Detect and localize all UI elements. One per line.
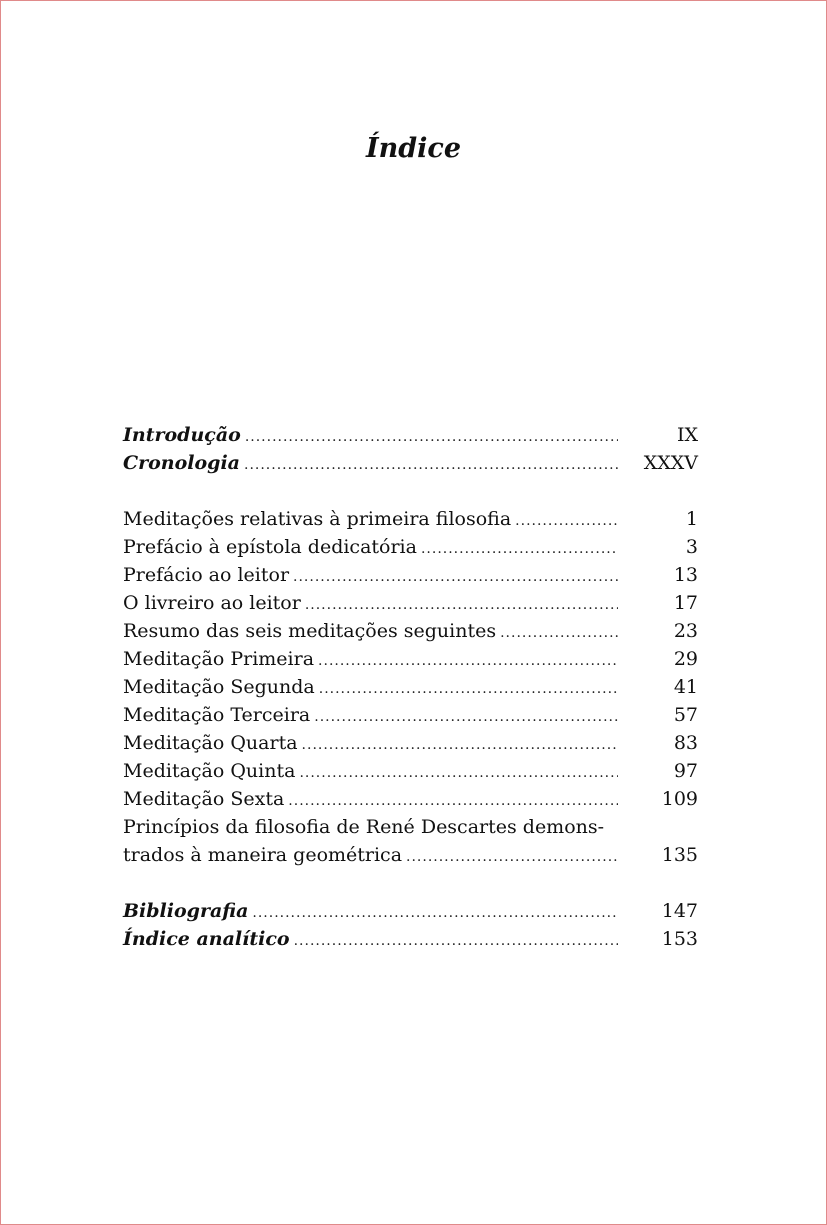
toc-entry[interactable] [123, 701, 698, 729]
toc-entry-page: XXXV [643, 452, 698, 474]
toc-entry-label: Meditação Segunda [123, 676, 315, 698]
toc-entry-page: 97 [673, 760, 698, 782]
toc-main-group [123, 505, 698, 869]
leader-dots [319, 675, 618, 703]
toc-entry[interactable] [123, 729, 698, 757]
leader-dots [406, 843, 618, 871]
toc-entry-label: Meditação Sexta [123, 788, 285, 810]
toc-entry[interactable] [123, 785, 698, 813]
leader-dots [305, 591, 618, 619]
toc-entry-principios[interactable] [123, 841, 698, 869]
toc-entry-label: Meditação Quarta [123, 732, 298, 754]
toc-entry[interactable] [123, 617, 698, 645]
toc-entry-page: 41 [673, 676, 698, 698]
toc-entry[interactable] [123, 589, 698, 617]
toc-entry-page: 23 [673, 620, 698, 642]
leader-dots [299, 759, 618, 787]
toc-entry-page: IX [676, 424, 698, 446]
toc-entry-label: Cronologia [123, 452, 240, 474]
leader-dots [244, 451, 618, 479]
toc-entry-page: 135 [661, 844, 698, 866]
toc-entry-page: 153 [661, 928, 698, 950]
toc-entry-bibliografia[interactable] [123, 897, 698, 925]
toc-entry-cronologia[interactable] [123, 449, 698, 477]
toc-entry-label: Meditação Terceira [123, 704, 311, 726]
toc-entry-label: Introdução [123, 424, 241, 446]
leader-dots [294, 927, 618, 955]
section-gap [123, 869, 698, 897]
toc-entry-principios-line1[interactable]: Princípios da filosofia de René Descartes demons- [123, 816, 605, 838]
toc-entry-introducao[interactable] [123, 421, 698, 449]
leader-dots [302, 731, 618, 759]
toc-entry-page: 147 [661, 900, 698, 922]
toc-entry-page: 109 [661, 788, 698, 810]
leader-dots [252, 899, 618, 927]
toc-entry-page: 57 [673, 704, 698, 726]
table-of-contents [123, 421, 698, 953]
toc-entry-page: 83 [673, 732, 698, 754]
toc-entry[interactable] [123, 757, 698, 785]
toc-entry-label: Resumo das seis meditações seguintes [123, 620, 497, 642]
toc-entry-label: Meditações relativas à primeira filosofia [123, 508, 512, 530]
toc-entry-label: Bibliografia [123, 900, 249, 922]
section-gap [123, 477, 698, 505]
toc-entry[interactable] [123, 673, 698, 701]
leader-dots [293, 563, 618, 591]
leader-dots [288, 787, 618, 815]
leader-dots [421, 535, 618, 563]
toc-entry[interactable] [123, 645, 698, 673]
leader-dots [500, 619, 618, 647]
toc-entry-label: O livreiro ao leitor [123, 592, 301, 614]
toc-entry-label: trados à maneira geométrica [123, 844, 403, 866]
toc-entry-label: Prefácio à epístola dedicatória [123, 536, 417, 558]
toc-entry-label: Prefácio ao leitor [123, 564, 290, 586]
toc-entry-label: Meditação Quinta [123, 760, 296, 782]
toc-front-group [123, 421, 698, 477]
toc-entry[interactable] [123, 561, 698, 589]
toc-entry[interactable] [123, 533, 698, 561]
leader-dots [515, 507, 618, 535]
toc-entry-indice-analitico[interactable] [123, 925, 698, 953]
toc-entry-page: 17 [673, 592, 698, 614]
leader-dots [314, 703, 618, 731]
toc-entry-label: Índice analítico [123, 928, 290, 950]
toc-entry-page: 29 [673, 648, 698, 670]
page-title: Índice [365, 133, 461, 164]
leader-dots [318, 647, 618, 675]
toc-back-group [123, 897, 698, 953]
toc-entry-page: 13 [673, 564, 698, 586]
toc-entry-label: Meditação Primeira [123, 648, 315, 670]
leader-dots [245, 423, 618, 451]
toc-entry[interactable] [123, 505, 698, 533]
toc-entry-page: 1 [685, 508, 698, 530]
toc-entry-page: 3 [685, 536, 698, 558]
